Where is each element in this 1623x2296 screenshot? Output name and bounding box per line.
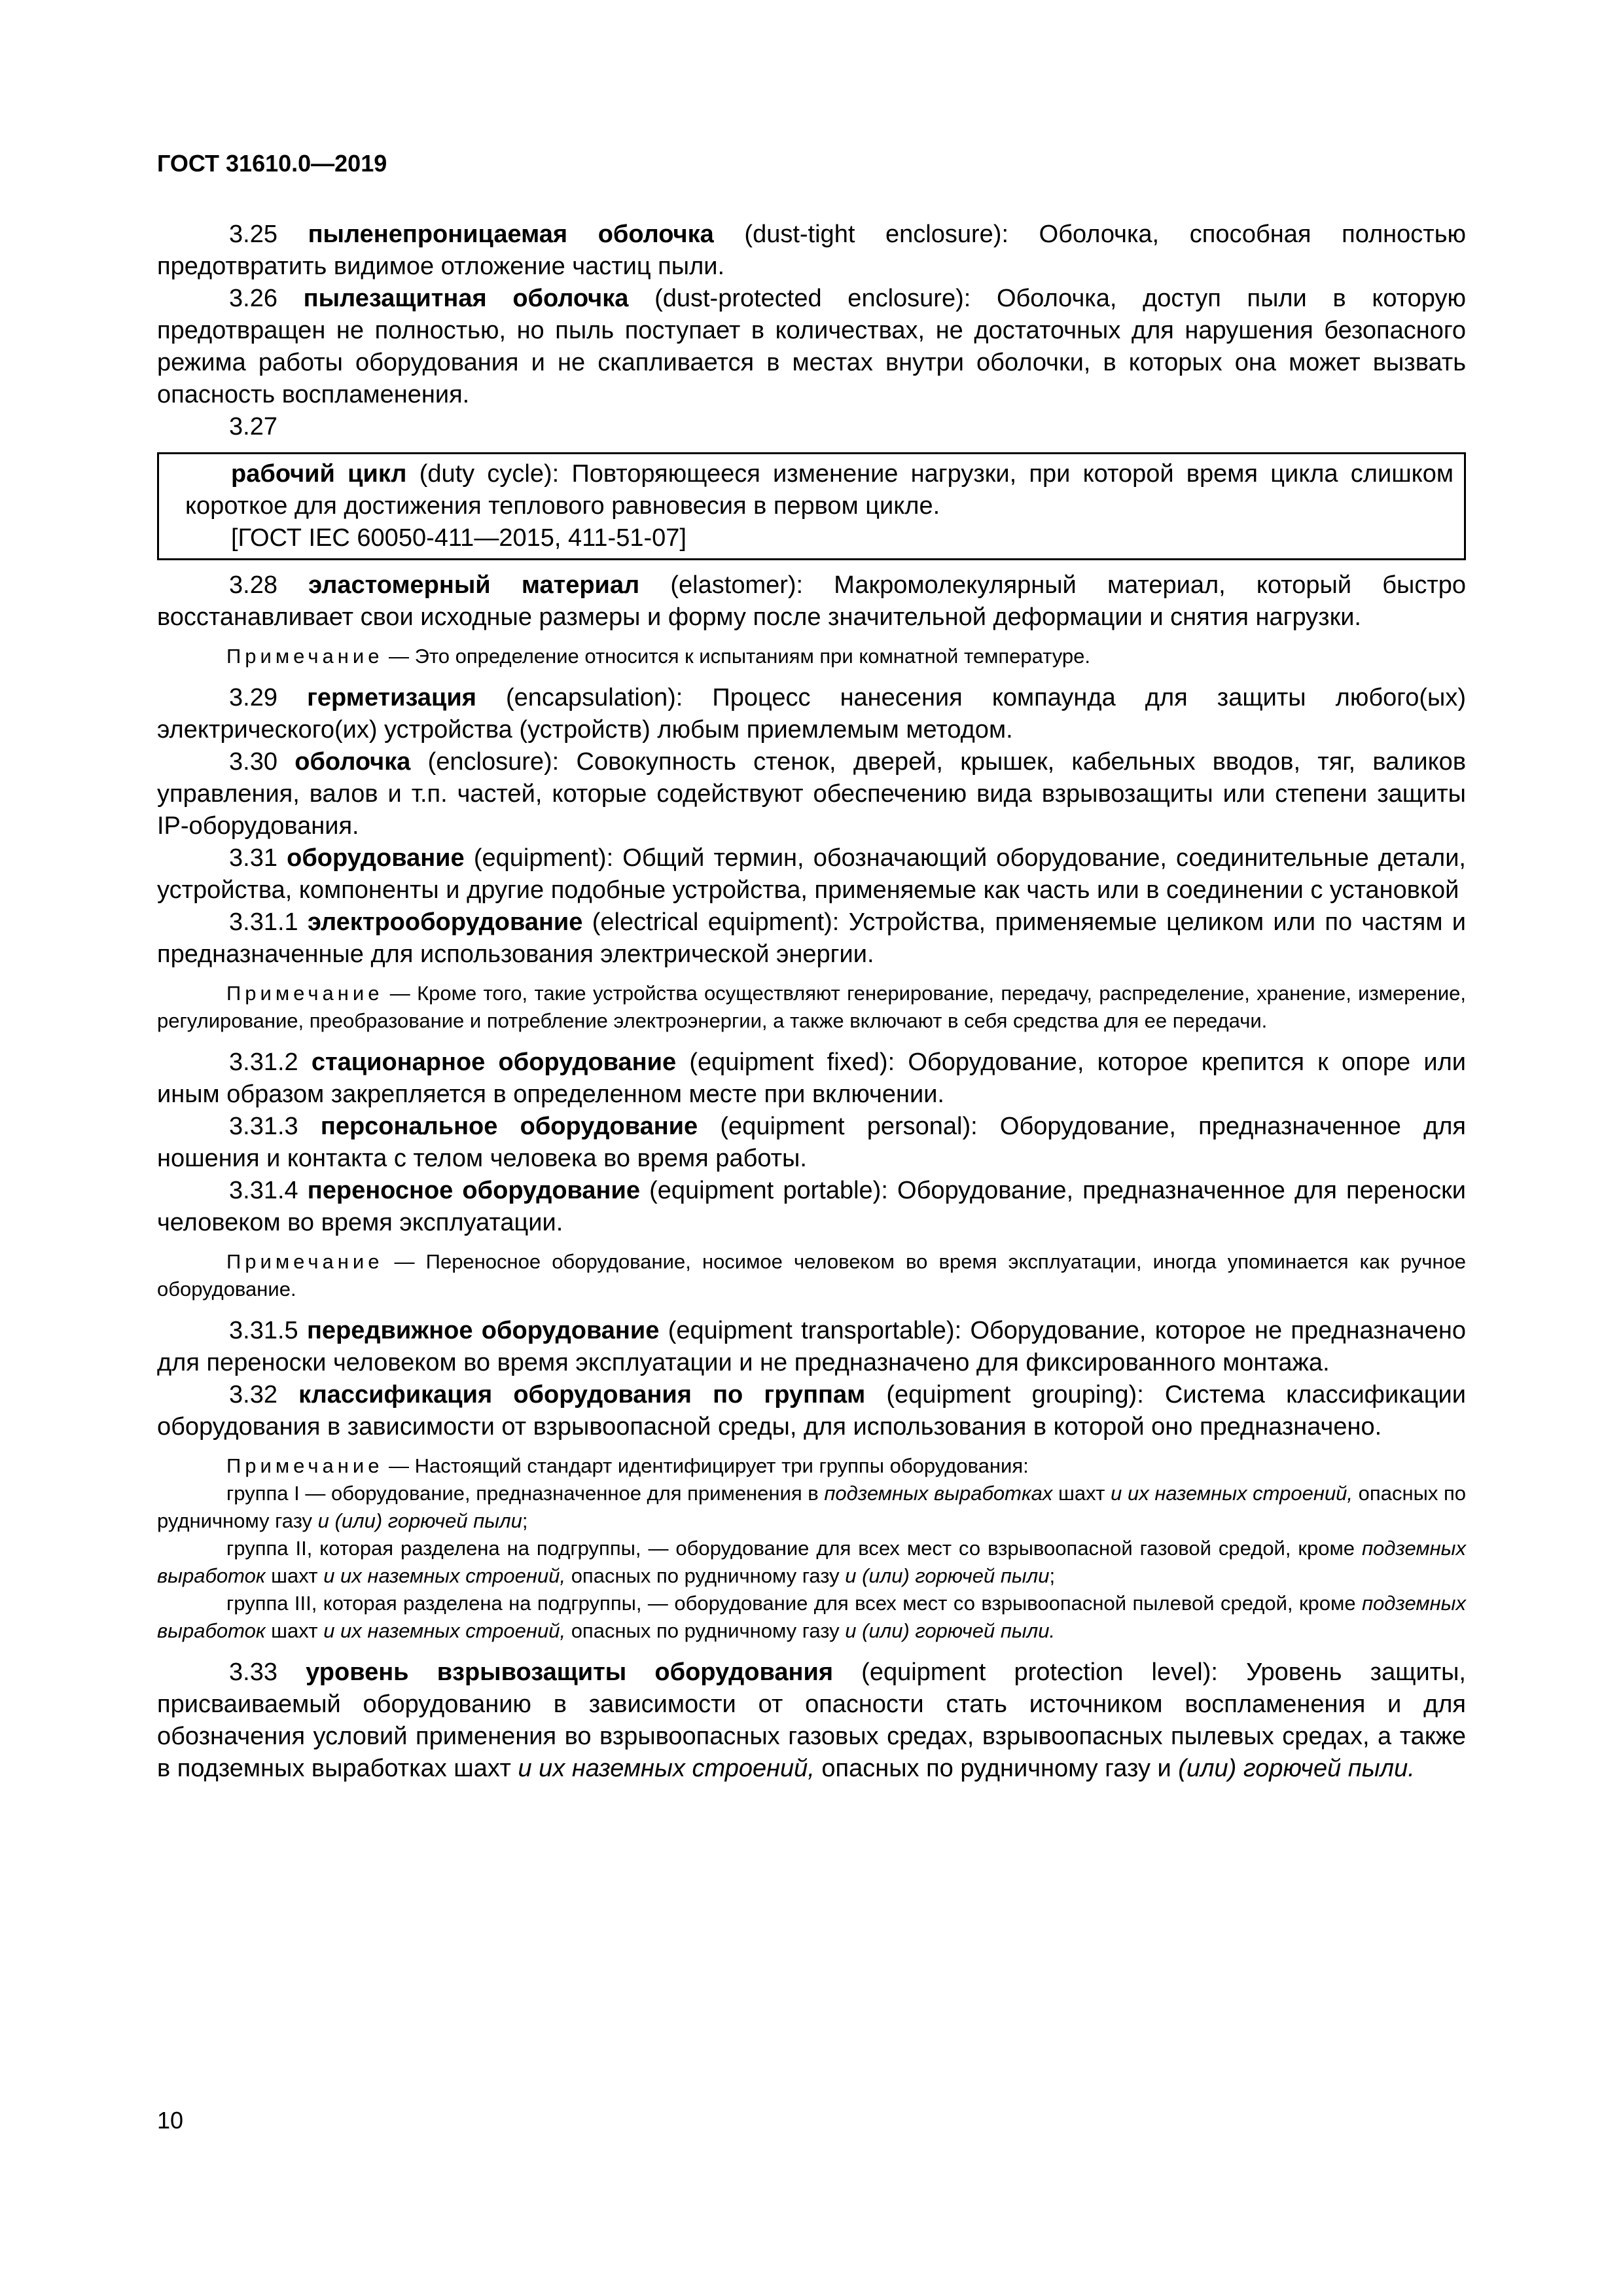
definition-3-31-3 (157, 1111, 1466, 1175)
note-3-31-1 (157, 980, 1466, 1035)
note-text: группа II, которая разделена на подгруппы, — оборудование для всех мест со взрывоопасной газовой средой, кроме (226, 1537, 1362, 1560)
definition-3-31-4 (157, 1175, 1466, 1239)
definition-text: (equipment): Общий термин, обозначающий оборудование, соединительные детали, устройства, компоненты и другие подобные устройства, применяемые как часть или в соединении с установкой (157, 844, 1466, 904)
note-italic-text: и (или) горючей пыли. (845, 1619, 1056, 1642)
definition-3-31-1 (157, 906, 1466, 971)
definition-number: 3.28 (229, 571, 277, 599)
definition-term: стационарное оборудование (311, 1049, 677, 1076)
definition-3-29 (157, 682, 1466, 746)
note-italic-text: и их наземных строений, (323, 1619, 566, 1642)
definition-term: переносное оборудование (307, 1177, 640, 1204)
definition-term: пылезащитная оболочка (303, 285, 629, 312)
definition-text: (equipment transportable): Оборудование, которое не предназначено для переноски человеком во время эксплуатации и не предназначено для фиксированного монтажа. (157, 1317, 1467, 1376)
definition-italic-text: (или) горючей пыли. (1178, 1755, 1415, 1782)
definition-3-33 (157, 1657, 1466, 1785)
definition-term: герметизация (307, 684, 476, 711)
note-3-31-4 (157, 1248, 1466, 1303)
note-dash: — (383, 1454, 415, 1477)
note-label: Примечание (226, 982, 383, 1005)
note-text: Кроме того, такие устройства осуществляют генерирование, передачу, распределение, хранение, измерение, регулирование, преобразование и потребление электроэнергии, а также включают в себя средства для ее передачи. (157, 982, 1467, 1032)
definition-text: (equipment protection level): Уровень защиты, присваиваемый оборудованию в зависимости от опасности стать источником воспламенения и для обозначения условий применения во взрывоопасных газовых средах, взрывоопасных пылевых средах, а также в подземных выработках шахт (157, 1659, 1466, 1782)
definition-term: персональное оборудование (320, 1113, 698, 1140)
definition-term: оболочка (294, 748, 411, 776)
note-label: Примечание (226, 645, 383, 668)
definition-text: (encapsulation): Процесс нанесения компаунда для защиты любого(ых) электрического(их) устройства (устройств) любым приемлемым методом. (157, 684, 1467, 744)
definition-3-26 (157, 283, 1466, 411)
definition-3-31 (157, 842, 1466, 906)
definition-text: (enclosure): Совокупность стенок, дверей, крышек, кабельных вводов, тяг, валиков управления, валов и т.п. частей, которые содействуют обеспечению вида взрывозащиты или степени защиты IP-оборудования. (157, 748, 1467, 840)
note-italic-text: подземных выработках (824, 1482, 1053, 1505)
definition-term: рабочий цикл (231, 460, 407, 488)
definition-3-30 (157, 746, 1466, 842)
note-italic-text: и (или) горючей пыли (845, 1564, 1050, 1587)
definition-text: (duty cycle): Повторяющееся изменение нагрузки, при которой время цикла слишком короткое для достижения теплового равновесия в первом цикле. (185, 460, 1454, 520)
definition-3-25 (157, 219, 1466, 283)
note-italic-text: и их наземных строений, (323, 1564, 566, 1587)
note-text: опасных по рудничному газу (565, 1619, 846, 1642)
note-italic-text: и их наземных строений, (1111, 1482, 1353, 1505)
definition-number: 3.31.1 (229, 908, 298, 936)
note-text: шахт (265, 1619, 324, 1642)
note-3-32-group-3 (157, 1590, 1466, 1645)
note-3-32-group-1 (157, 1480, 1466, 1535)
note-text: шахт (265, 1564, 324, 1587)
definition-term: электрооборудование (308, 908, 583, 936)
definition-term: пыленепроницаемая оболочка (308, 221, 714, 248)
definition-term: передвижное оборудование (306, 1317, 660, 1344)
note-text: Переносное оборудование, носимое человеком во время эксплуатации, иногда упоминается как ручное оборудование. (157, 1250, 1466, 1300)
note-label: Примечание (226, 1454, 383, 1477)
definition-term: классификация оборудования по группам (298, 1381, 866, 1408)
note-italic-text: подземных выработок (157, 1537, 1466, 1587)
definition-text: опасных по рудничному газу и (814, 1755, 1179, 1782)
definition-text: (equipment personal): Оборудование, предназначенное для ношения и контакта с телом человека во время работы. (157, 1113, 1467, 1172)
definition-number: 3.31.4 (229, 1177, 298, 1204)
definition-3-32 (157, 1379, 1466, 1443)
document-header: ГОСТ 31610.0—2019 (157, 150, 387, 177)
definition-text: (electrical equipment): Устройства, применяемые целиком или по частям и предназначенные для использования электрической энергии. (157, 908, 1467, 968)
note-text: ; (522, 1509, 528, 1532)
definition-source-reference: [ГОСТ IEC 60050-411—2015, 411-51-07] (231, 524, 687, 552)
definition-number: 3.25 (229, 221, 277, 248)
definition-italic-text: и их наземных строений, (518, 1755, 815, 1782)
definition-term: оборудование (287, 844, 465, 872)
definition-number: 3.32 (229, 1381, 277, 1408)
definition-3-27-number: 3.27 (229, 413, 277, 440)
document-body (157, 219, 1466, 1785)
definition-3-28 (157, 569, 1466, 634)
note-text: опасных по рудничному газу (157, 1482, 1467, 1532)
definition-text: (dust-protected enclosure): Оболочка, доступ пыли в которую предотвращен не полностью, но пыль поступает в количествах, не достаточных для нарушения безопасного режима работы оборудования и не скапливается в местах внутри оболочки, в которых она может вызвать опасность воспламенения. (157, 285, 1466, 408)
note-3-32-intro (157, 1452, 1466, 1480)
definition-number: 3.30 (229, 748, 277, 776)
note-text: опасных по рудничному газу (565, 1564, 846, 1587)
definition-number: 3.31.5 (229, 1317, 298, 1344)
definition-term: уровень взрывозащиты оборудования (306, 1659, 833, 1686)
note-text: группа III, которая разделена на подгруппы, — оборудование для всех мест со взрывоопасной пылевой средой, кроме (226, 1592, 1362, 1615)
definition-3-27 (185, 458, 1454, 522)
note-italic-text: и (или) горючей пыли (317, 1509, 522, 1532)
definition-text: (elastomer): Макромолекулярный материал, который быстро восстанавливает свои исходные размеры и форму после значительной деформации и снятия нагрузки. (157, 571, 1466, 631)
definition-text: (equipment grouping): Система классификации оборудования в зависимости от взрывоопасной среды, для использования в которой оно предназначено. (157, 1381, 1466, 1441)
definition-term: эластомерный материал (308, 571, 640, 599)
note-dash: — (383, 1250, 426, 1273)
definition-number: 3.31.2 (229, 1049, 298, 1076)
note-italic-text: подземных выработок (157, 1592, 1466, 1642)
definition-text: (equipment portable): Оборудование, предназначенное для переноски человеком во время эксплуатации. (157, 1177, 1466, 1236)
page-number: 10 (157, 2107, 184, 2134)
definition-number: 3.31 (229, 844, 277, 872)
definition-text: (dust-tight enclosure): Оболочка, способная полностью предотвратить видимое отложение частиц пыли. (157, 221, 1466, 280)
note-text: Настоящий стандарт идентифицирует три группы оборудования: (414, 1454, 1029, 1477)
definition-number: 3.29 (229, 684, 277, 711)
note-label: Примечание (226, 1250, 383, 1273)
definition-3-31-2 (157, 1047, 1466, 1111)
note-3-32-group-2 (157, 1535, 1466, 1590)
definition-text: (equipment fixed): Оборудование, которое крепится к опоре или иным образом закрепляется в определенном месте при включении. (157, 1049, 1466, 1108)
note-dash: — (383, 982, 418, 1005)
definition-3-27-box (157, 452, 1466, 560)
note-dash: — (383, 645, 415, 668)
note-text: Это определение относится к испытаниям при комнатной температуре. (414, 645, 1090, 668)
definition-number: 3.26 (229, 285, 277, 312)
definition-number: 3.33 (229, 1659, 277, 1686)
note-3-28 (157, 643, 1466, 670)
definition-number: 3.31.3 (229, 1113, 298, 1140)
definition-3-31-5 (157, 1315, 1466, 1379)
note-text: ; (1049, 1564, 1056, 1587)
note-text: группа I — оборудование, предназначенное для применения в (226, 1482, 825, 1505)
note-text: шахт (1052, 1482, 1111, 1505)
